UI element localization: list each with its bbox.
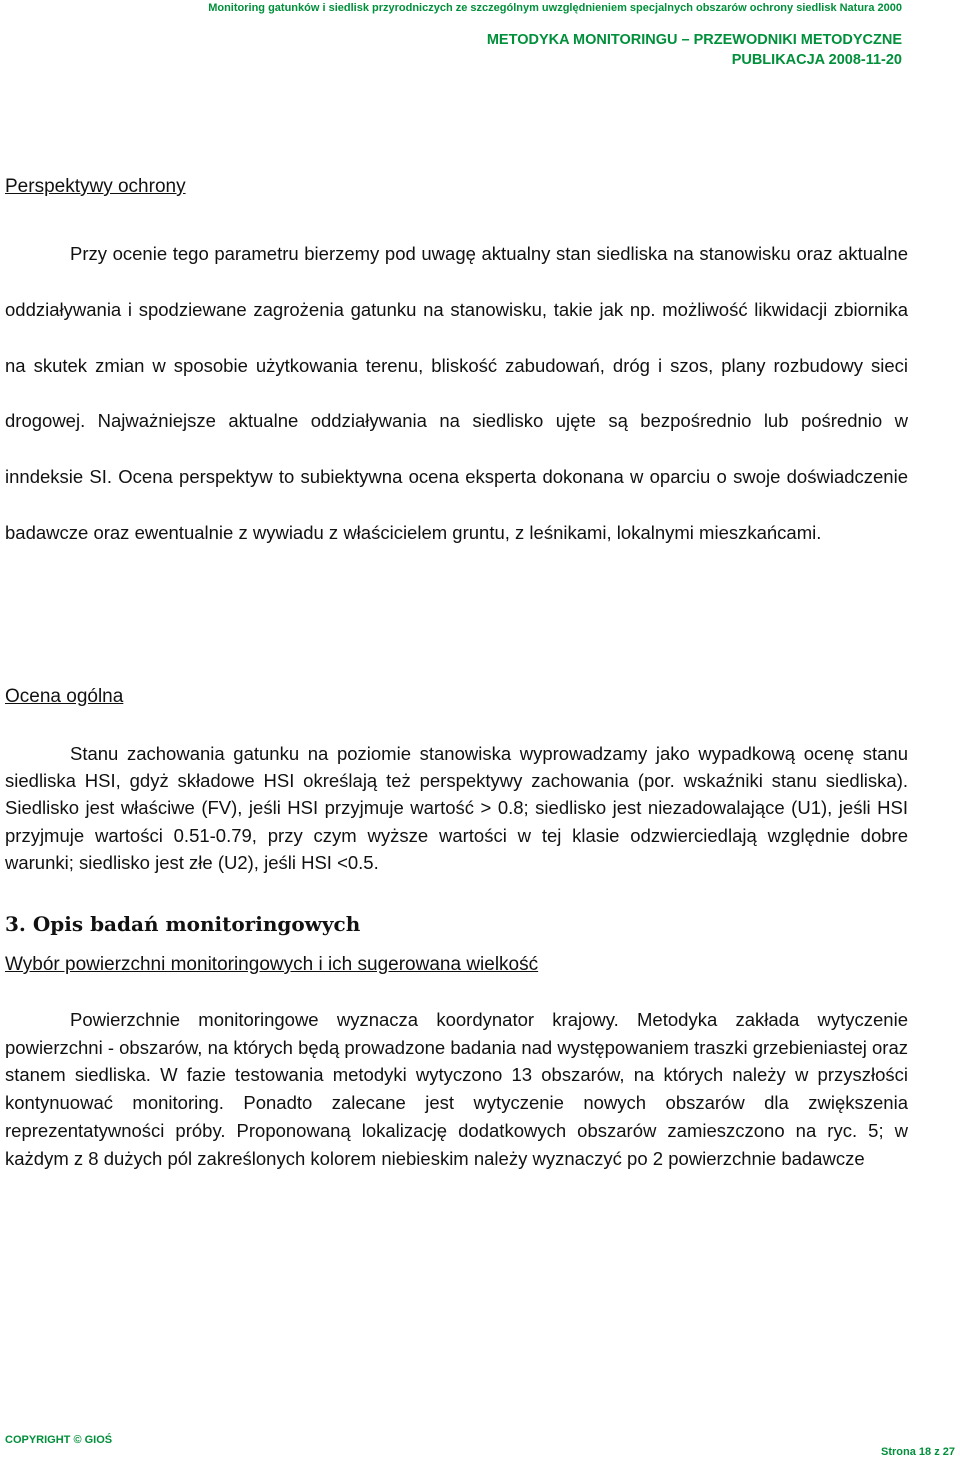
paragraph-perspektywy-ochrony: [5, 226, 908, 561]
header-publication-title: METODYKA MONITORINGU – PRZEWODNIKI METODYCZNE: [486, 32, 902, 48]
paragraph-ocena-ogolna: [5, 740, 908, 876]
header-series-title: Monitoring gatunków i siedlisk przyrodniczych ze szczególnym uwzględnieniem specjalnych obszarów ochrony siedlisk Natura 2000: [208, 2, 902, 14]
section-title-opis-badan: 3. Opis badań monitoringowych: [5, 912, 361, 936]
heading-perspektywy-ochrony: Perspektywy ochrony: [5, 176, 186, 197]
paragraph-perspektywy-text: Przy ocenie tego parametru bierzemy pod uwagę aktualny stan siedliska na stanowisku oraz aktualne oddziaływania i spodziewane zagrożenia gatunku na stanowisku, takie jak np. możliwość likwidacji zbiornika na skutek zmian w sposobie użytkowania terenu, bliskość zabudowań, dróg i szos, plany rozbudowy sieci drogowej. Najważniejsze aktualne oddziaływania na siedlisko ujęte są bezpośrednio lub pośrednio w inndeksie SI. Ocena perspektyw to subiektywna ocena eksperta dokonana w oparciu o swoje doświadczenie badawcze oraz ewentualnie z wywiadu z właścicielem gruntu, z leśnikami, lokalnymi mieszkańcami.: [5, 243, 908, 543]
heading-ocena-ogolna: Ocena ogólna: [5, 686, 124, 707]
footer-page-number: Strona 18 z 27: [881, 1446, 955, 1458]
heading-wybor-powierzchni: Wybór powierzchni monitoringowych i ich sugerowana wielkość: [5, 954, 539, 975]
paragraph-wybor-text: Powierzchnie monitoringowe wyznacza koordynator krajowy. Metodyka zakłada wytyczenie powierzchni - obszarów, na których będą prowadzone badania nad występowaniem traszki grzebieniastej oraz stanem siedliska. W fazie testowania metodyki wytyczono 13 obszarów, na których należy w przyszłości kontynuować monitoring. Ponadto zalecane jest wytyczenie nowych obszarów dla zwiększenia reprezentatywności próby. Proponowaną lokalizację dodatkowych obszarów zamieszczono na ryc. 5; w każdym z 8 dużych pól zakreślonych kolorem niebieskim należy wyznaczyć po 2 powierzchnie badawcze: [5, 1009, 908, 1169]
header-publication-date: PUBLIKACJA 2008-11-20: [731, 52, 902, 68]
paragraph-wybor-powierzchni: [5, 1006, 908, 1172]
paragraph-ocena-text: Stanu zachowania gatunku na poziomie stanowiska wyprowadzamy jako wypadkową ocenę stanu siedliska HSI, gdyż składowe HSI określają też perspektywy zachowania (por. wskaźniki stanu siedliska). Siedlisko jest właściwe (FV), jeśli HSI przyjmuje wartość > 0.8; siedlisko jest niezadowalające (U1), jeśli HSI przyjmuje wartości 0.51-0.79, przy czym wyższe wartości w tej klasie odzwierciedlają względnie dobre warunki; siedlisko jest złe (U2), jeśli HSI <0.5.: [5, 743, 908, 873]
footer-copyright: COPYRIGHT © GIOŚ: [5, 1434, 113, 1446]
